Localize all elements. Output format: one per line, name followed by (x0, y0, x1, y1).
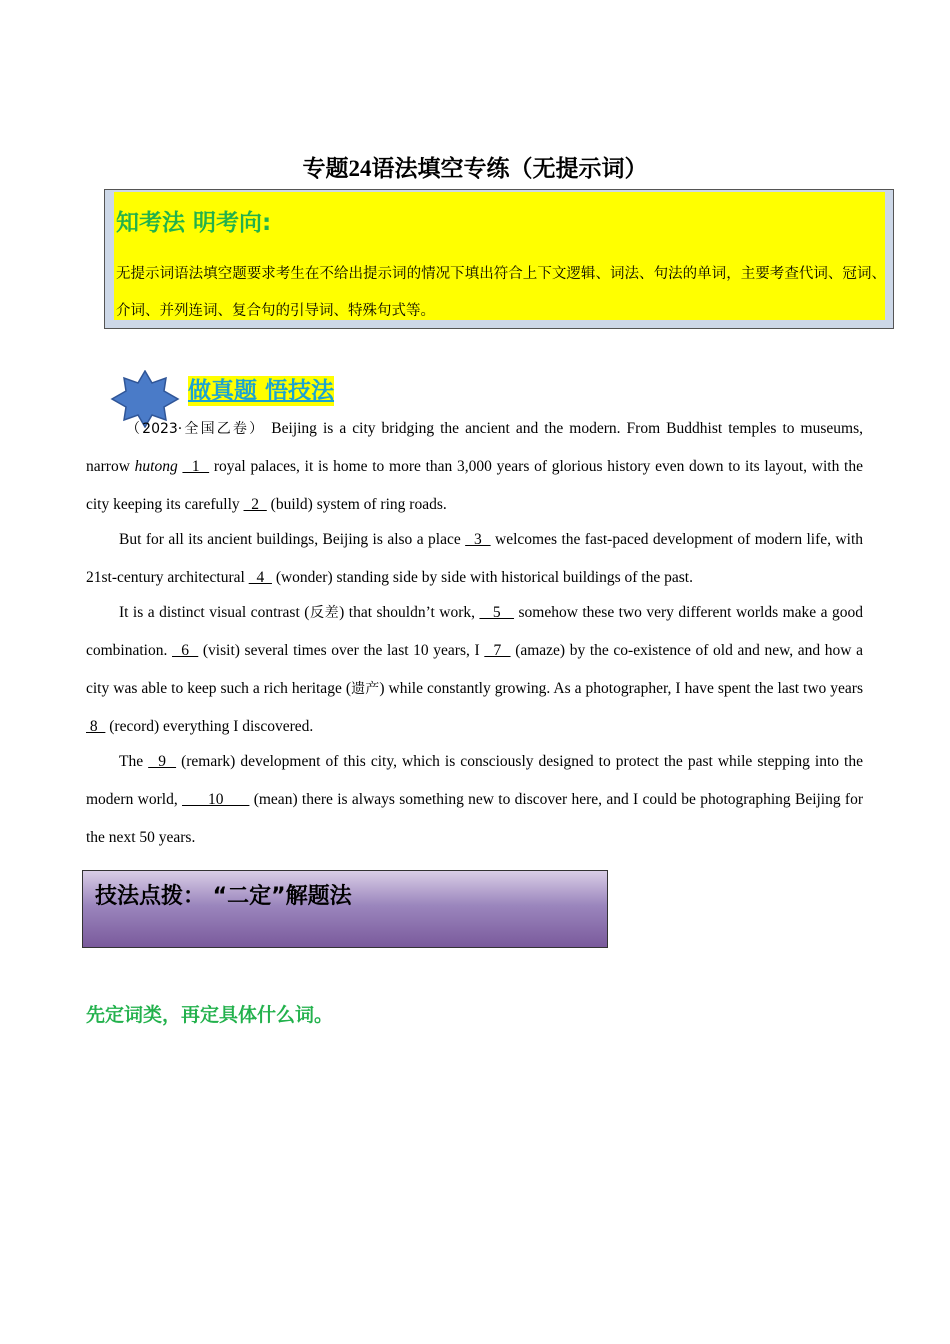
blank-7: 7 (484, 642, 511, 659)
reading-passage (86, 410, 863, 857)
page-title: 专题24语法填空专练（无提示词） (302, 156, 648, 181)
passage-paragraph-2: But for all its ancient buildings, Beijing is also a place 3 welcomes the fast-paced development of modern life, with 21st-century architectural 4 (wonder) standing side by side with historical buildings of the past. (86, 531, 864, 586)
technique-tip-text: 技法点拨： “二定”解题法 (95, 884, 352, 909)
closing-note: 先定词类，再定具体什么词。 (86, 1004, 334, 1026)
section-heading: 做真题 悟技法 (188, 378, 335, 404)
passage-paragraph-3: It is a distinct visual contrast (反差) that shouldn’t work, 5 somehow these two very different worlds make a good combination. 6 (visit) several times over the last 10 years, I 7 (amaze) by the co-existence of old and new, and how a city was able to keep such a rich heritage (遗产) while constantly growing. As a photographer, I have spent the last two years 8 (record) everything I discovered. (86, 604, 864, 735)
technique-tip-box (82, 870, 608, 948)
exam-intro-box (104, 189, 894, 329)
blank-10: 10 (182, 791, 250, 808)
exam-intro-highlight (114, 192, 885, 320)
blank-2: 2 (243, 496, 267, 513)
blank-8: 8 (86, 718, 106, 735)
blank-4: 4 (248, 569, 272, 586)
passage-paragraph-1: （2023·全国乙卷） Beijing is a city bridging the ancient and the modern. From Buddhist temples to museums, narrow hutong 1 royal palaces, it is home to more than 3,000 years of glorious history even down to its layout, with the city keeping its carefully 2 (build) system of ring roads. (86, 420, 863, 513)
blank-3: 3 (465, 531, 491, 548)
passage-paragraph-4: The 9 (remark) development of this city, which is consciously designed to protect the past while stepping into the modern world, 10 (mean) there is always something new to discover here, and I could be photographing Beijing for the next 50 years. (86, 753, 864, 846)
blank-6: 6 (172, 642, 199, 659)
blank-1: 1 (182, 458, 210, 475)
blank-5: 5 (479, 604, 515, 621)
passage-source: （2023·全国乙卷） (126, 421, 266, 437)
blank-9: 9 (148, 753, 177, 770)
exam-intro-text: 无提示词语法填空题要求考生在不给出提示词的情况下填出符合上下文逻辑、词法、句法的单词，主要考查代词、冠词、介词、并列连词、复合句的引导词、特殊句式等。 (116, 266, 886, 319)
exam-intro-heading: 知考法 明考向: (116, 210, 272, 236)
